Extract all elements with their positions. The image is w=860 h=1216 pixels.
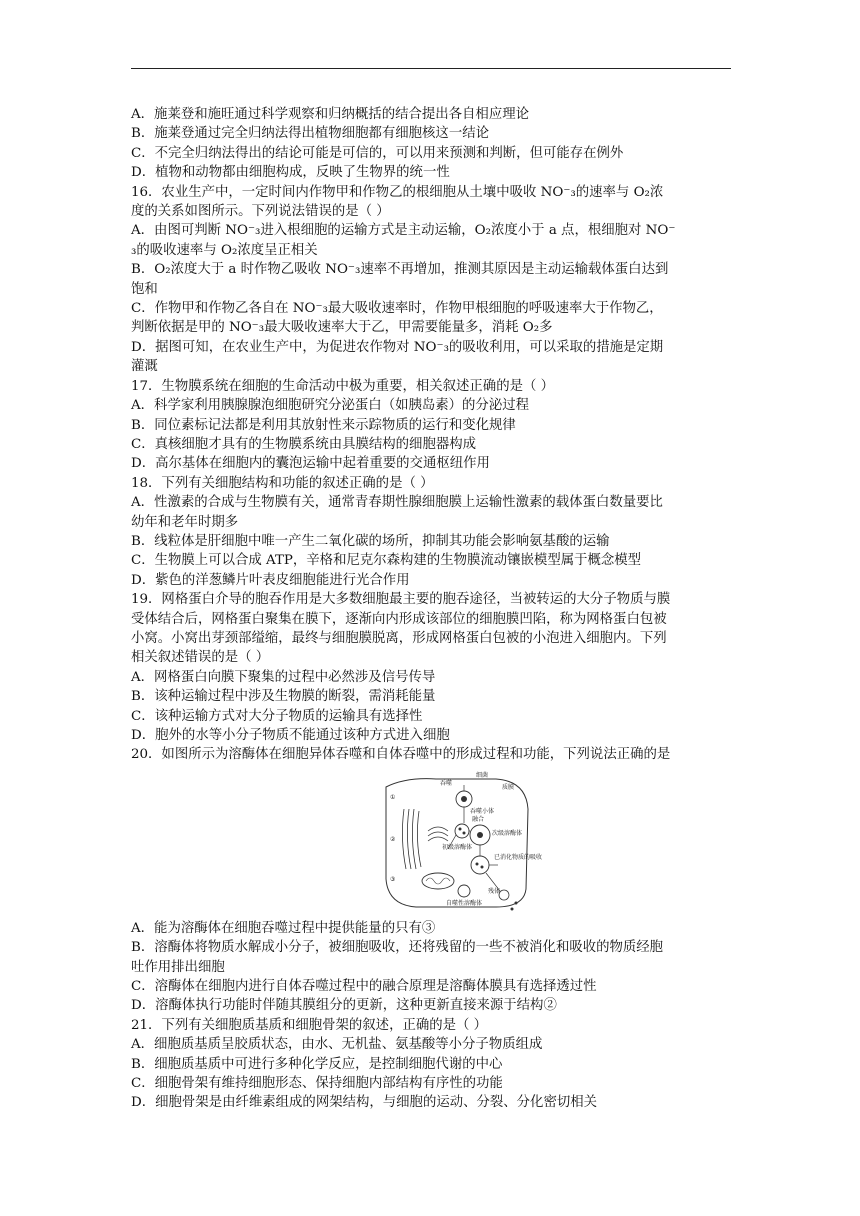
q19-stem-line-3: 小窝。小窝出芽颈部缢缩，最终与细胞膜脱离，形成网格蛋白包被的小泡进入细胞内。下列 <box>131 630 667 646</box>
label-residual-body: 残体 <box>488 887 501 895</box>
q16-option-a: A．由图可判断 NO⁻₃进入根细胞的运输方式是主动运输，O₂浓度小于 a 点，根细胞对 NO⁻ <box>131 223 676 239</box>
lysosome-diagram <box>376 769 543 915</box>
question-content <box>131 105 737 1113</box>
lysosome-dot <box>459 827 462 830</box>
label-plasma-membrane: 质膜 <box>502 783 515 791</box>
lysosome-core <box>477 832 483 838</box>
lysosome-figure <box>131 769 731 917</box>
question-19 <box>131 590 737 745</box>
digesting-body <box>471 856 489 874</box>
q18-option-d: D．紫色的洋葱鳞片叶表皮细胞能进行光合作用 <box>131 572 410 588</box>
q18-option-a-cont: 幼年和老年时期多 <box>131 514 239 530</box>
q20-option-a: A．能为溶酶体在细胞吞噬过程中提供能量的只有③ <box>131 920 436 936</box>
label-fusion: 融合 <box>472 815 485 823</box>
label-bacteria: 细菌 <box>476 771 489 779</box>
q18-option-b: B．线粒体是肝细胞中唯一产生二氧化碳的场所，抑制其功能会影响氨基酸的运输 <box>131 533 610 549</box>
digest-dot <box>476 862 479 865</box>
digest-dot <box>481 865 484 868</box>
primary-lysosome <box>455 824 469 838</box>
question-18 <box>131 474 737 590</box>
q16-option-d-cont: 灌溉 <box>131 359 158 375</box>
q16-option-b-cont: 饱和 <box>131 281 158 297</box>
q19-option-b: B．该种运输过程中涉及生物膜的断裂，需消耗能量 <box>131 689 436 705</box>
q20-stem: 20．如图所示为溶酶体在细胞异体吞噬和自体吞噬中的形成过程和功能，下列说法正确的是 <box>131 747 671 763</box>
q15-options <box>131 105 737 183</box>
q20-option-d: D．溶酶体执行功能时伴随其膜组分的更新，这种更新直接来源于结构② <box>131 998 557 1014</box>
q21-option-a: A．细胞质基质呈胶质状态，由水、无机盐、氨基酸等小分子物质组成 <box>131 1037 543 1053</box>
q19-stem-line-2: 受体结合后，网格蛋白聚集在膜下，逐渐向内形成该部位的细胞膜凹陷，称为网格蛋白包被 <box>131 611 667 627</box>
q15-option-b: B．施莱登通过完全归纳法得出植物细胞都有细胞核这一结论 <box>131 126 489 142</box>
q18-stem: 18．下列有关细胞结构和功能的叙述正确的是（ ） <box>131 475 434 491</box>
q19-stem-line-4: 相关叙述错误的是（ ） <box>131 650 270 666</box>
q20-option-b: B．溶酶体将物质水解成小分子，被细胞吸收，还将残留的一些不被消化和吸收的物质经胞 <box>131 940 664 956</box>
label-phagocytosis: 吞噬 <box>440 779 453 787</box>
label-autophagic-lysosome: 自噬性溶酶体 <box>446 899 483 907</box>
q21-option-d: D．细胞骨架是由纤维素组成的网架结构，与细胞的运动、分裂、分化密切相关 <box>131 1095 598 1111</box>
q15-option-a: A．施莱登和施旺通过科学观察和归纳概括的结合提出各自相应理论 <box>131 107 529 122</box>
label-secondary-lysosome: 次级溶酶体 <box>492 829 523 837</box>
expelled-dot <box>515 901 518 904</box>
q17-stem: 17．生物膜系统在细胞的生命活动中极为重要，相关叙述正确的是（ ） <box>131 378 555 394</box>
q16-option-c-cont: 判断依据是甲的 NO⁻₃最大吸收速率大于乙，甲需要能量多，消耗 O₂多 <box>131 320 553 336</box>
question-16 <box>131 183 737 377</box>
header-rule <box>131 68 731 69</box>
q16-stem-line-2: 度的关系如图所示。下列说法错误的是（ ） <box>131 204 390 220</box>
golgi-apparatus <box>428 827 448 841</box>
q16-option-b: B．O₂浓度大于 a 时作物乙吸收 NO⁻₃速率不再增加，推测其原因是主动运输载体蛋白达到 <box>131 262 669 278</box>
q16-option-c: C．作物甲和作物乙各自在 NO⁻₃最大吸收速率时，作物甲根细胞的呼吸速率大于作物乙， <box>131 301 663 317</box>
bacterium-icon <box>461 796 467 802</box>
q19-option-d: D．胞外的水等小分子物质不能通过该种方式进入细胞 <box>131 728 450 743</box>
question-17 <box>131 377 737 474</box>
lysosome-dot <box>463 831 466 834</box>
mitochondrion <box>422 873 454 889</box>
q17-option-d: D．高尔基体在细胞内的囊泡运输中起着重要的交通枢纽作用 <box>131 456 490 472</box>
question-20 <box>131 745 737 1015</box>
q19-stem-line-1: 19．网格蛋白介导的胞吞作用是大多数细胞最主要的胞吞途径，当被转运的大分子物质与膜 <box>131 592 671 608</box>
label-1: ① <box>390 793 396 801</box>
q17-option-b: B．同位素标记法都是利用其放射性来示踪物质的运行和变化规律 <box>131 417 516 433</box>
q17-option-c: C．真核细胞才具有的生物膜系统由具膜结构的细胞器构成 <box>131 436 477 452</box>
label-absorbed-material: 已消化物质的吸收 <box>494 853 543 861</box>
q16-option-a-cont: ₃的吸收速率与 O₂浓度呈正相关 <box>131 242 318 258</box>
q18-option-c: C．生物膜上可以合成 ATP，辛格和尼克尔森构建的生物膜流动镶嵌模型属于概念模型 <box>131 553 642 569</box>
q20-option-b-cont: 吐作用排出细胞 <box>131 959 225 975</box>
q19-option-c: C．该种运输方式对大分子物质的运输具有选择性 <box>131 708 423 724</box>
label-2: ② <box>390 835 396 843</box>
autophagic-lysosome <box>458 885 470 897</box>
q16-option-d: D．据图可知，在农业生产中，为促进农作物对 NO⁻₃的吸收利用，可以采取的措施是定期 <box>131 339 664 355</box>
q21-stem: 21．下列有关细胞质基质和细胞骨架的叙述，正确的是（ ） <box>131 1017 488 1033</box>
q18-option-a: A．性激素的合成与生物膜有关，通常青春期性腺细胞膜上运输性激素的载体蛋白数量要比 <box>131 495 663 511</box>
mitochondrion-cristae <box>426 878 450 884</box>
question-21 <box>131 1016 737 1113</box>
q21-option-c: C．细胞骨架有维持细胞形态、保持细胞内部结构有序性的功能 <box>131 1076 503 1092</box>
q19-option-a: A．网格蛋白向膜下聚集的过程中必然涉及信号传导 <box>131 669 436 685</box>
expelled-dot <box>511 907 514 910</box>
q15-option-d: D．植物和动物都由细胞构成，反映了生物界的统一性 <box>131 165 450 181</box>
q20-option-c: C．溶酶体在细胞内进行自体吞噬过程中的融合原理是溶酶体膜具有选择透过性 <box>131 979 597 995</box>
label-3: ③ <box>390 875 396 883</box>
label-phagosome: 吞噬小体 <box>470 807 495 815</box>
q16-stem-line-1: 16．农业生产中，一定时间内作物甲和作物乙的根细胞从土壤中吸收 NO⁻₃的速率与 O₂浓 <box>131 184 664 200</box>
endoplasmic-reticulum <box>402 809 421 869</box>
label-primary-lysosome: 初级溶酶体 <box>442 843 473 851</box>
q17-option-a: A．科学家利用胰腺腺泡细胞研究分泌蛋白（如胰岛素）的分泌过程 <box>131 398 529 414</box>
residual-body <box>499 890 509 900</box>
q21-option-b: B．细胞质基质中可进行多种化学反应，是控制细胞代谢的中心 <box>131 1056 503 1072</box>
q15-option-c: C．不完全归纳法得出的结论可能是可信的，可以用来预测和判断，但可能存在例外 <box>131 145 624 161</box>
